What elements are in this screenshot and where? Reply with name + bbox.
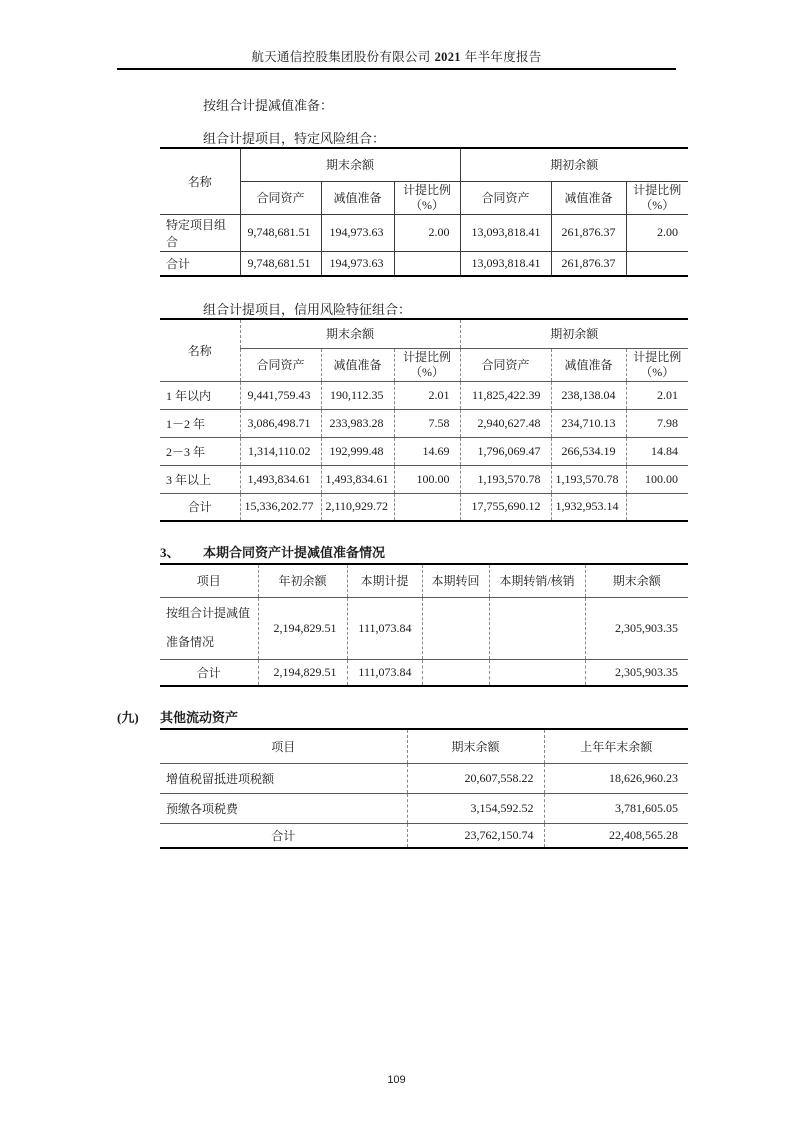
section-title-other-current-assets <box>117 709 793 726</box>
row-label: 按组合计提减值准备情况 <box>160 597 258 659</box>
table-row <box>160 763 688 793</box>
column-header-name: 名称 <box>160 319 240 381</box>
table-cell: 2.00 <box>626 214 688 251</box>
column-header-ratio: 计提比例 （%） <box>626 348 688 381</box>
table-cell: 17,755,690.12 <box>460 493 551 521</box>
table-cell: 234,710.13 <box>551 409 626 437</box>
table-subheader-row <box>160 181 688 214</box>
table-cell: 13,093,818.41 <box>460 251 551 276</box>
table-cell <box>489 597 585 659</box>
page-number: 109 <box>387 1074 406 1086</box>
table-cell: 100.00 <box>394 465 460 493</box>
table-cell: 13,093,818.41 <box>460 214 551 251</box>
table-cell: 1,493,834.61 <box>240 465 321 493</box>
column-header-ratio: 计提比例 （%） <box>394 348 460 381</box>
column-header-opening-balance: 年初余额 <box>258 564 347 597</box>
table-row-total <box>160 659 688 686</box>
document-header <box>117 0 676 70</box>
paragraph-credit-risk: 组合计提项目，信用风险特征组合： <box>203 302 412 317</box>
table-cell: 111,073.84 <box>347 597 422 659</box>
column-header-ratio: 计提比例 （%） <box>394 181 460 214</box>
table-cell: 7.58 <box>394 409 460 437</box>
table-cell: 1,796,069.47 <box>460 437 551 465</box>
table-cell: 261,876.37 <box>551 214 626 251</box>
table-cell: 111,073.84 <box>347 659 422 686</box>
column-header-contract-asset: 合同资产 <box>460 181 551 214</box>
table-cell: 192,999.48 <box>321 437 394 465</box>
table-cell: 1,314,110.02 <box>240 437 321 465</box>
section-number: (九) <box>117 710 139 725</box>
table-cell: 238,138.04 <box>551 381 626 409</box>
section-title-text: 本期合同资产计提减值准备情况 <box>203 545 386 560</box>
table-row <box>160 465 688 493</box>
table-cell: 18,626,960.23 <box>544 763 688 793</box>
column-header-current-reversal: 本期转回 <box>422 564 489 597</box>
column-group-period-end: 期末余额 <box>240 319 460 348</box>
column-header-name: 名称 <box>160 148 240 214</box>
row-label: 3 年以上 <box>160 465 240 493</box>
report-year: 2021 <box>434 50 461 64</box>
table-cell: 194,973.63 <box>321 251 394 276</box>
table-cell: 2,194,829.51 <box>258 597 347 659</box>
table-header-row <box>160 319 688 348</box>
row-label: 合计 <box>160 823 407 848</box>
table-cell: 11,825,422.39 <box>460 381 551 409</box>
row-label: 2－3 年 <box>160 437 240 465</box>
column-group-period-end: 期末余额 <box>240 148 460 181</box>
specific-risk-table <box>160 147 688 277</box>
row-label: 合计 <box>160 251 240 276</box>
table-cell: 266,534.19 <box>551 437 626 465</box>
table-cell <box>626 493 688 521</box>
table-cell: 1,193,570.78 <box>460 465 551 493</box>
table-cell: 3,781,605.05 <box>544 793 688 823</box>
row-label: 1－2 年 <box>160 409 240 437</box>
column-header-item: 项目 <box>160 729 407 763</box>
table-cell: 1,932,953.14 <box>551 493 626 521</box>
table-row <box>160 793 688 823</box>
row-label: 增值税留抵进项税额 <box>160 763 407 793</box>
table-header-row <box>160 148 688 181</box>
column-header-current-provision: 本期计提 <box>347 564 422 597</box>
table-cell: 20,607,558.22 <box>407 763 544 793</box>
row-label: 预缴各项税费 <box>160 793 407 823</box>
table-cell: 15,336,202.77 <box>240 493 321 521</box>
table-cell: 2.01 <box>626 381 688 409</box>
table-cell <box>394 251 460 276</box>
table-cell: 261,876.37 <box>551 251 626 276</box>
table-cell: 9,748,681.51 <box>240 251 321 276</box>
table-cell: 23,762,150.74 <box>407 823 544 848</box>
table-cell <box>489 659 585 686</box>
table-cell: 2,305,903.35 <box>585 659 688 686</box>
table-cell: 2,194,829.51 <box>258 659 347 686</box>
table-cell: 7.98 <box>626 409 688 437</box>
company-name: 航天通信控股集团股份有限公司 <box>251 50 431 64</box>
column-header-item: 项目 <box>160 564 258 597</box>
table-cell: 2,110,929.72 <box>321 493 394 521</box>
table-header-row <box>160 729 688 763</box>
row-label: 特定项目组合 <box>160 214 240 251</box>
table-cell <box>422 659 489 686</box>
table-cell: 3,086,498.71 <box>240 409 321 437</box>
other-current-assets-table <box>160 728 688 849</box>
table-row-total <box>160 823 688 848</box>
section-title-provision <box>160 544 793 561</box>
column-header-contract-asset: 合同资产 <box>240 181 321 214</box>
table-row-total <box>160 251 688 276</box>
table-row <box>160 437 688 465</box>
column-header-contract-asset: 合同资产 <box>240 348 321 381</box>
table-cell <box>422 597 489 659</box>
column-header-contract-asset: 合同资产 <box>460 348 551 381</box>
table-row <box>160 597 688 659</box>
table-row-total <box>160 493 688 521</box>
table-cell <box>394 493 460 521</box>
credit-risk-table <box>160 318 688 522</box>
table-cell: 3,154,592.52 <box>407 793 544 823</box>
table-cell: 14.84 <box>626 437 688 465</box>
row-label: 1 年以内 <box>160 381 240 409</box>
row-label: 合计 <box>160 659 258 686</box>
table-cell: 190,112.35 <box>321 381 394 409</box>
column-header-impairment: 减值准备 <box>321 348 394 381</box>
table-row <box>160 214 688 251</box>
column-header-current-writeoff: 本期转销/核销 <box>489 564 585 597</box>
paragraph-specific-risk: 组合计提项目，特定风险组合： <box>203 131 386 146</box>
table-cell: 1,193,570.78 <box>551 465 626 493</box>
column-header-closing-balance: 期末余额 <box>407 729 544 763</box>
column-header-prior-year-balance: 上年年末余额 <box>544 729 688 763</box>
table-row <box>160 381 688 409</box>
table-cell: 9,441,759.43 <box>240 381 321 409</box>
section-number: 3、 <box>160 545 180 560</box>
table-cell: 2,940,627.48 <box>460 409 551 437</box>
table-cell: 194,973.63 <box>321 214 394 251</box>
table-header-row <box>160 564 688 597</box>
table-subheader-row <box>160 348 688 381</box>
row-label: 合计 <box>160 493 240 521</box>
column-group-period-begin: 期初余额 <box>460 148 688 181</box>
column-header-closing-balance: 期末余额 <box>585 564 688 597</box>
paragraph-by-portfolio: 按组合计提减值准备： <box>203 98 334 113</box>
column-header-impairment: 减值准备 <box>321 181 394 214</box>
column-header-impairment: 减值准备 <box>551 181 626 214</box>
table-cell: 2.00 <box>394 214 460 251</box>
report-title: 年半年度报告 <box>464 50 542 64</box>
section-title-text: 其他流动资产 <box>160 710 239 725</box>
table-cell: 22,408,565.28 <box>544 823 688 848</box>
table-cell: 100.00 <box>626 465 688 493</box>
table-cell: 2.01 <box>394 381 460 409</box>
table-cell <box>626 251 688 276</box>
column-header-impairment: 减值准备 <box>551 348 626 381</box>
table-cell: 9,748,681.51 <box>240 214 321 251</box>
table-cell: 14.69 <box>394 437 460 465</box>
provision-table <box>160 563 688 687</box>
column-header-ratio: 计提比例 （%） <box>626 181 688 214</box>
column-group-period-begin: 期初余额 <box>460 319 688 348</box>
table-cell: 2,305,903.35 <box>585 597 688 659</box>
table-cell: 233,983.28 <box>321 409 394 437</box>
table-row <box>160 409 688 437</box>
table-cell: 1,493,834.61 <box>321 465 394 493</box>
